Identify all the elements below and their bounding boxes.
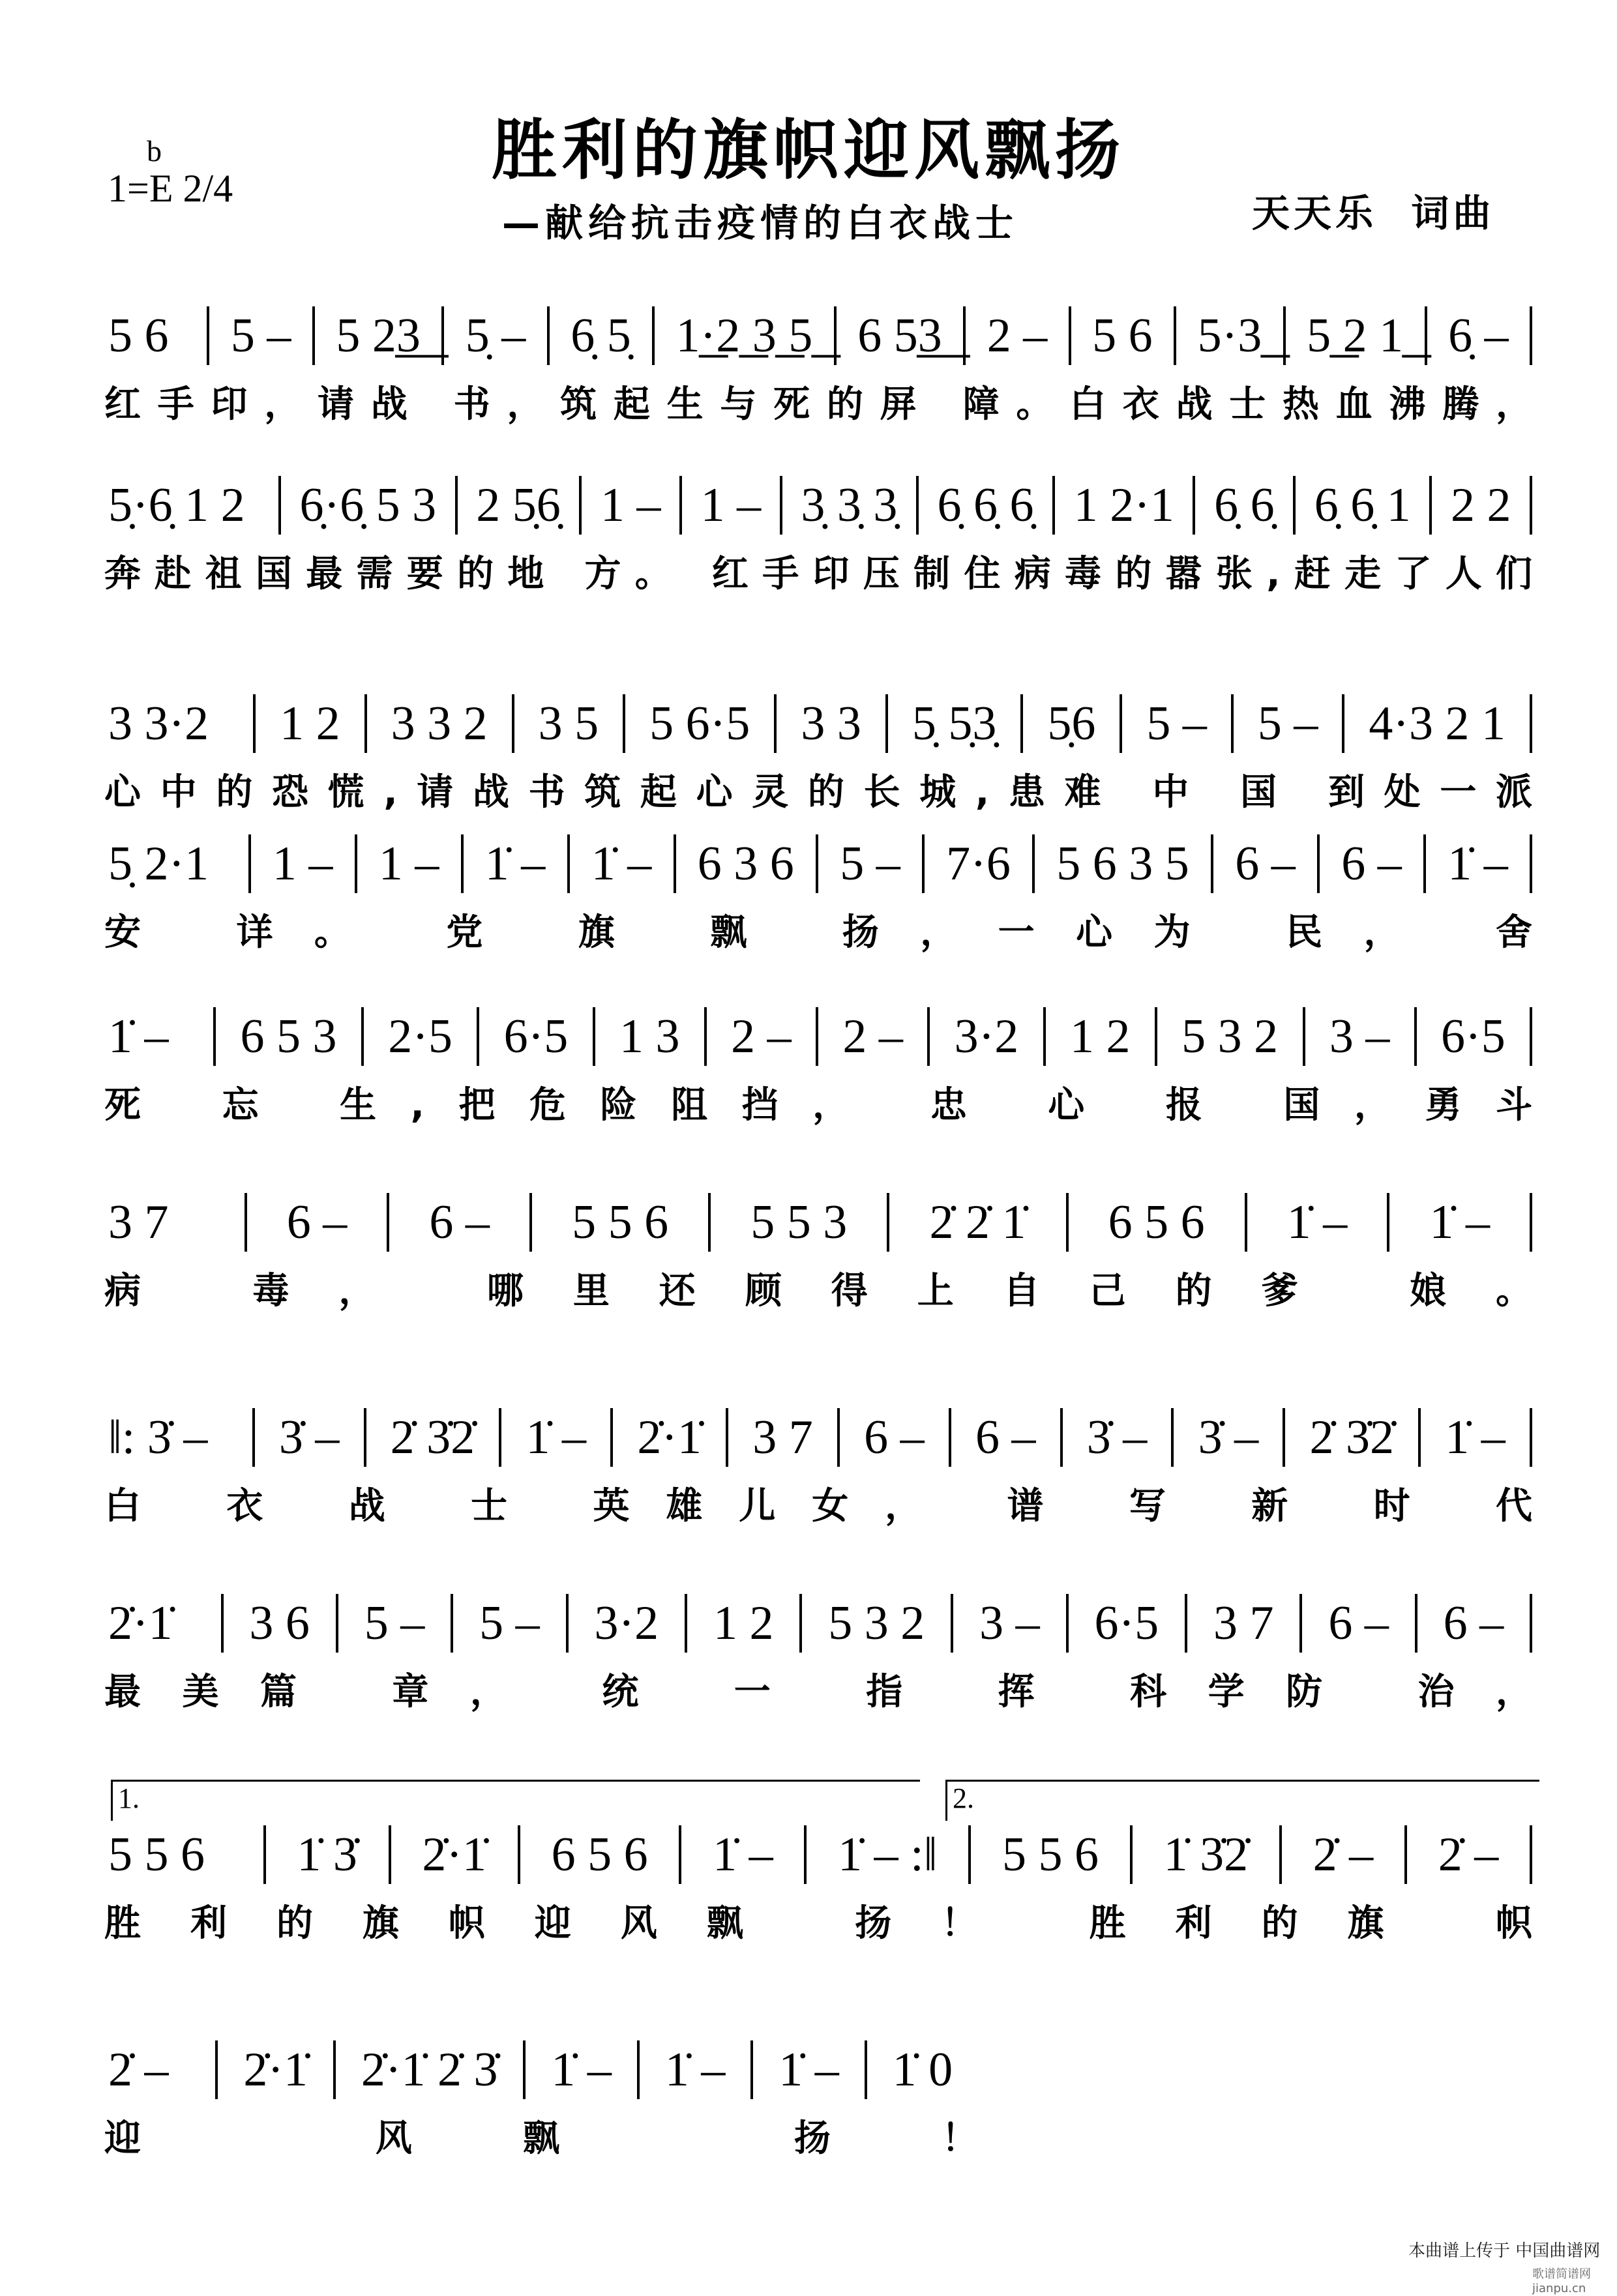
measure: 6 – bbox=[1417, 1594, 1532, 1653]
measure: 1̇ – bbox=[501, 1408, 613, 1467]
measure: 1͟·2͟ 3͟ 5͟ bbox=[655, 306, 837, 365]
measure: 1 2 bbox=[687, 1594, 802, 1653]
measure: 6 – bbox=[1320, 834, 1426, 893]
score-row bbox=[104, 1007, 1532, 1127]
measure: 1̇ 3̇2̇ bbox=[1133, 1825, 1282, 1884]
measure: 1̇ 3̇ bbox=[266, 1825, 391, 1884]
measure: 3·2 bbox=[569, 1594, 688, 1653]
measure: 2̇·1̇ bbox=[391, 1825, 520, 1884]
measure: 6̣·6̣ 5 3 bbox=[281, 476, 458, 535]
measure: 3 7 bbox=[104, 1193, 247, 1252]
score-row bbox=[104, 1193, 1532, 1313]
measure: 3 3 2 bbox=[367, 694, 514, 753]
measure: 6·5 bbox=[479, 1007, 595, 1066]
score-row bbox=[104, 1782, 1532, 1945]
measure: 1̇ – bbox=[104, 1007, 216, 1066]
measure: 6 5 3 bbox=[216, 1007, 364, 1066]
score-row bbox=[104, 476, 1532, 596]
notes-line bbox=[104, 1193, 1532, 1252]
notes-line bbox=[104, 2040, 978, 2099]
measure: 2̇ – bbox=[1282, 1825, 1407, 1884]
key-time-label: 1=E 2/4 bbox=[108, 167, 233, 210]
site-watermark: 歌谱简谱网 jianpu.cn bbox=[1532, 2267, 1591, 2295]
measure: 6 – bbox=[840, 1408, 951, 1467]
measure: ‖: 3̇ – bbox=[104, 1408, 255, 1467]
measure: 1 3 bbox=[595, 1007, 707, 1066]
measure: 3 6 bbox=[224, 1594, 338, 1653]
measure: 5̣ – bbox=[444, 306, 549, 365]
measure: 5 6 3 5 bbox=[1035, 834, 1213, 893]
measure: 1 – bbox=[357, 834, 464, 893]
measure: 6 5͟3͟ bbox=[837, 306, 966, 365]
measure: 1 – bbox=[251, 834, 357, 893]
measure: 1 2·1 bbox=[1055, 476, 1195, 535]
measure: 2 2 bbox=[1432, 476, 1532, 535]
measure: 1̇ – bbox=[640, 2040, 753, 2099]
measure: 1̇ – bbox=[1426, 834, 1532, 893]
lyrics-line: 安 详。 党 旗 飘 扬，一心为 民， 舍 bbox=[104, 911, 1532, 954]
measure: 2̇·1̇ bbox=[218, 2040, 336, 2099]
measure: 1 – bbox=[582, 476, 682, 535]
measure: 3̇ – bbox=[1063, 1408, 1174, 1467]
notes-line bbox=[104, 694, 1532, 753]
measure: 3 – bbox=[953, 1594, 1068, 1653]
measure: 1̇ – bbox=[1421, 1408, 1532, 1467]
measure: 3̣ 3̣ 3̣ bbox=[782, 476, 919, 535]
measure: 1̇ – bbox=[570, 834, 676, 893]
measure: 1̇ – bbox=[1247, 1193, 1390, 1252]
measure: 6 5 6 bbox=[1069, 1193, 1247, 1252]
lyrics-line: 最美篇 章， 统 一 指 挥 科学防 治， bbox=[104, 1671, 1532, 1713]
measure: 5 3 2 bbox=[802, 1594, 953, 1653]
notes-line bbox=[104, 1007, 1532, 1066]
measure: 5 3 2 bbox=[1157, 1007, 1305, 1066]
measure: 3 7 bbox=[1187, 1594, 1302, 1653]
measure: 5 6·5 bbox=[625, 694, 777, 753]
measure: 3 3·2 bbox=[104, 694, 256, 753]
measure: 1̇ – bbox=[464, 834, 570, 893]
measure: 6 – bbox=[1302, 1594, 1417, 1653]
measure: 5 – bbox=[1234, 694, 1345, 753]
notes-line bbox=[104, 834, 1532, 893]
measure: 5 2͟3͟ bbox=[315, 306, 444, 365]
measure: 2̇·1̇ bbox=[104, 1594, 224, 1653]
measure: 6̣ 6̣ 6̣ bbox=[919, 476, 1055, 535]
score-row bbox=[104, 1594, 1532, 1714]
measure: 5 – bbox=[1122, 694, 1234, 753]
lyrics-line: 奔赴祖国最需要的地 方。 红手印压制住病毒的嚣张,赶走了人们 bbox=[104, 553, 1532, 595]
measure: 2̇·1̇ bbox=[613, 1408, 728, 1467]
measure: 5 6 bbox=[104, 306, 209, 365]
volta-second-ending: 2. bbox=[945, 1780, 1539, 1821]
upload-watermark: 本曲谱上传于 中国曲谱网 bbox=[1408, 2241, 1601, 2261]
measure: 5 – bbox=[209, 306, 314, 365]
measure: 2̇ – bbox=[1407, 1825, 1532, 1884]
notes-line bbox=[104, 1825, 1532, 1884]
measure: 5̣6 bbox=[1023, 694, 1122, 753]
lyrics-line: 迎 风飘 扬！ bbox=[104, 2117, 978, 2160]
measure: 5 6 bbox=[1071, 306, 1176, 365]
measure: 5̣ 2·1 bbox=[104, 834, 251, 893]
lyrics-line: 死 忘 生,把危险阻挡， 忠 心 报 国，勇斗 bbox=[104, 1084, 1532, 1126]
measure: 1̇ – :‖ bbox=[807, 1825, 971, 1884]
measure: 2 5̣6̣ bbox=[458, 476, 582, 535]
measure: 6 – bbox=[389, 1193, 532, 1252]
key-signature bbox=[108, 134, 233, 211]
measure: 5̣·6̣ 1 2 bbox=[104, 476, 281, 535]
measure: 5 5 6 bbox=[104, 1825, 266, 1884]
measure: 3 7 bbox=[728, 1408, 840, 1467]
measure: 3̇ – bbox=[1174, 1408, 1285, 1467]
measure: 2̇ 2̇ 1̇ bbox=[889, 1193, 1068, 1252]
measure: 6̣ 5̣ bbox=[550, 306, 655, 365]
measure: 3 – bbox=[1305, 1007, 1417, 1066]
measure: 2 – bbox=[966, 306, 1071, 365]
notes-line bbox=[104, 1408, 1532, 1467]
score-row bbox=[104, 2040, 978, 2160]
lyrics-line: 心中的恐慌,请战书筑起心灵的长城,患难 中 国 到处一派 bbox=[104, 771, 1532, 814]
page-title: 胜利的旗帜迎风飘扬 bbox=[492, 112, 1125, 188]
measure: 6 – bbox=[247, 1193, 390, 1252]
measure: 1̇ – bbox=[753, 2040, 867, 2099]
measure: 1 2 bbox=[256, 694, 367, 753]
flat-sign: b bbox=[147, 134, 162, 168]
measure: 5 – bbox=[338, 1594, 453, 1653]
measure: 1̇ – bbox=[1389, 1193, 1532, 1252]
notes-line bbox=[104, 306, 1532, 365]
measure: 5̣ 5̣3̣ bbox=[888, 694, 1024, 753]
measure: 4·3 2 1 bbox=[1344, 694, 1532, 753]
measure: 5 – bbox=[818, 834, 925, 893]
measure: 5͟ 2 1͟ bbox=[1286, 306, 1427, 365]
measure: 6 – bbox=[1213, 834, 1320, 893]
measure: 3 5 bbox=[514, 694, 626, 753]
notes-line bbox=[104, 476, 1532, 535]
measure: 3̇ – bbox=[255, 1408, 366, 1467]
measure: 6·5 bbox=[1069, 1594, 1188, 1653]
measure: 1 2 bbox=[1046, 1007, 1157, 1066]
measure: 6̣ – bbox=[1427, 306, 1532, 365]
measure: 6 5 6 bbox=[520, 1825, 682, 1884]
measure: 1 – bbox=[682, 476, 782, 535]
subtitle: —献给抗击疫情的白衣战士 bbox=[502, 201, 1019, 245]
lyrics-line: 白 衣 战 士 英雄儿女， 谱 写 新 时 代 bbox=[104, 1485, 1532, 1527]
score-row bbox=[104, 694, 1532, 814]
measure: 2 – bbox=[818, 1007, 930, 1066]
measure: 5 – bbox=[453, 1594, 568, 1653]
measure: 6̣ 6̣ bbox=[1195, 476, 1296, 535]
lyrics-line: 病 毒， 哪里还顾得上自己的爹 娘。 bbox=[104, 1270, 1532, 1312]
measure: 6 – bbox=[951, 1408, 1063, 1467]
measure: 5 5 6 bbox=[971, 1825, 1133, 1884]
measure: 2̇ 3̇2̇ bbox=[366, 1408, 502, 1467]
lyrics-line: 红手印，请战 书，筑起生与死的屏 障。白衣战士热血沸腾， bbox=[104, 383, 1532, 426]
measure: 1̇ – bbox=[526, 2040, 639, 2099]
measure: 1̇ – bbox=[681, 1825, 807, 1884]
score-row bbox=[104, 834, 1532, 954]
measure: 7·6 bbox=[925, 834, 1035, 893]
measure: 6 3 6 bbox=[676, 834, 818, 893]
volta-first-ending: 1. bbox=[111, 1780, 920, 1821]
measure: 3·2 bbox=[930, 1007, 1045, 1066]
composer-credit: 天天乐 词曲 bbox=[1252, 191, 1495, 235]
measure: 5 5 3 bbox=[711, 1193, 889, 1252]
measure: 2̇ – bbox=[104, 2040, 218, 2099]
measure: 2 – bbox=[707, 1007, 818, 1066]
measure: 2̇·1̇ 2̇ 3̇ bbox=[336, 2040, 526, 2099]
measure: 6̣ 6̣ 1 bbox=[1296, 476, 1432, 535]
measure: 2·5 bbox=[364, 1007, 479, 1066]
lyrics-line: 胜利的旗帜迎风飘 扬！ 胜利的旗 帜 bbox=[104, 1902, 1532, 1945]
notes-line bbox=[104, 1594, 1532, 1653]
measure: 1̇ 0 bbox=[892, 2043, 953, 2097]
measure: 2̇ 3̇2̇ bbox=[1285, 1408, 1421, 1467]
measure: 6·5 bbox=[1417, 1007, 1532, 1066]
measure: 5 5 6 bbox=[532, 1193, 711, 1252]
score-row bbox=[104, 1408, 1532, 1528]
measure: 5·3͟ bbox=[1176, 306, 1286, 365]
score-row bbox=[104, 306, 1532, 426]
measure: 3 3 bbox=[777, 694, 888, 753]
